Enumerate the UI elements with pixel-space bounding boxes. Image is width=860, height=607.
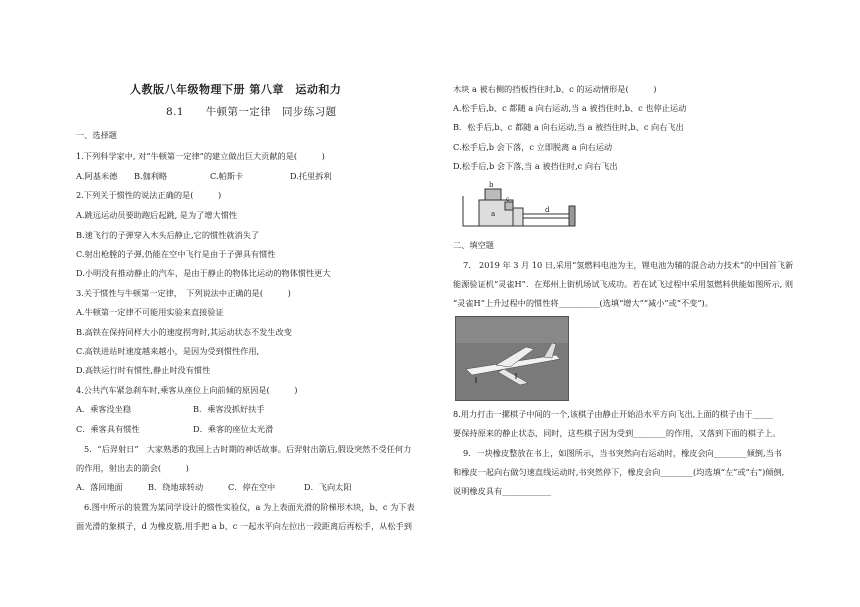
section-heading-fill: 二、填空题 [453,240,494,250]
q3-option-c: C.高铁进站时速度越来越小，是因为受到惯性作用, [76,346,260,356]
question-6-line1: 6.图中所示的装置为某同学设计的惯性实验仪，a 为上表面光滑的阶梯形木块，b、c 为下表 [84,502,415,512]
q5-option-c: C．停在空中 [228,482,276,492]
question-8-line2: 要保持原来的静止状态，同时，这些棋子因为受到________的作用，又落到下面的棋子上。 [453,428,781,438]
baffle [569,206,575,226]
q4-option-b: B．乘客没抓好扶手 [193,404,265,414]
question-3: 3.关于惯性与牛顿第一定律， 下列说法中正确的是( ) [76,288,291,298]
question-7-line3: “灵雀H”上升过程中的惯性将__________(选填“增大”“减小”或“不变”)。 [453,298,713,308]
q3-option-a: A.牛顿第一定律不可能用实验来直接验证 [76,307,224,317]
question-6-continued: 木块 a 被右侧的挡板挡住时,b、c 的运动情形是( ) [453,84,657,94]
q2-option-b: B.速飞行的子弹穿入木头后静止,它的惯性就消失了 [76,230,260,240]
q6-option-c: C.松手后,b 会下落，c 立即脱离 a 向右运动 [453,142,613,152]
piece-b [485,189,501,200]
question-7-line1: 7. 2019 年 3 月 10 日,采用“氢燃料电池为主，锂电池为辅的混合动力技术”的中国首飞新 [463,260,794,270]
q4-option-d: D．乘客的座位太光滑 [193,424,274,434]
q6-option-a: A.松手后,b、c 都随 a 向右运动,当 a 被挡住时,b、c 也停止运动 [453,103,687,113]
question-8-line1: 8.用力打击一摞棋子中间的一个,该棋子由静止开始沿水平方向飞出,上面的棋子由于_____ [453,409,774,419]
label-c: c [506,196,510,203]
q1-option-a: A.阿基米德 [76,171,118,181]
q5-option-b: B．绕地球转动 [148,482,204,492]
label-d: d [545,206,550,214]
inertia-apparatus-figure [461,178,587,232]
label-a: a [491,210,496,218]
question-7-line2: 能源验证机“灵雀H”．在郑州上街机场试飞成功。若在试飞过程中采用氢燃料供能如图所示, 则 [453,279,794,289]
q4-option-a: A．乘客没坐稳 [76,404,132,414]
page-subtitle: 8.1 牛顿第一定律 同步练习题 [166,106,337,118]
q1-option-c: C.帕斯卡 [210,171,244,181]
section-heading-choice: 一、选择题 [76,130,117,140]
label-b: b [489,181,494,189]
question-6-line2: 面光滑的象棋子，d 为橡皮筋,用手把 a b、c 一起水平向左拉出一段距离后再松手，从松手到 [76,521,412,531]
question-2: 2.下列关于惯性的说法正确的是( ) [76,190,222,200]
q1-option-d: D.托里拆利 [290,171,332,181]
q5-option-a: A．落回地面 [76,482,123,492]
q5-option-d: D．飞向太阳 [304,482,352,492]
q1-option-b: B.伽利略 [134,171,168,181]
q6-option-b: B．松手后,b、c 都随 a 向右运动,当 a 被挡住时,b、c 向右飞出 [453,122,684,132]
question-4: 4.公共汽车紧急刹车时,乘客从座位上向前倾的原因是( ) [76,385,298,395]
piece-c [505,202,513,210]
q6-option-d: D.松手后,b 会下落,当 a 被挡住时,c 向右飞出 [453,161,618,171]
question-9-line3: 说明橡皮具有____________ [453,486,552,496]
question-9-line2: 和橡皮一起向右做匀速直线运动时,书突然停下，橡皮会向________(均选填“左”或“右”)倾倒, [453,467,785,477]
question-9-line1: 9．一块橡皮整放在书上，如图所示，当书突然向右运动时，橡皮会向________倾倒,当书 [463,448,782,458]
page-title: 人教版八年级物理下册 第八章 运动和力 [130,83,342,96]
q4-option-c: C．乘客具有惯性 [76,424,140,434]
q3-option-d: D.高铁运行时有惯性,静止时没有惯性 [76,365,211,375]
block-step [513,208,523,226]
question-5-line2: 的作用，射出去的箭会( ) [76,463,189,473]
q2-option-d: D.小明没有推动静止的汽车，是由于静止的物体比运动的物体惯性更大 [76,268,331,278]
question-5-line1: 5．“后羿射日” 大家熟悉的我国上古时期的神话故事。后羿射出箭后,假设突然不受任何力 [84,444,412,454]
airplane-icon [456,317,568,400]
q2-option-c: C.射出枪膛的子弹,仍能在空中飞行是由于子弹具有惯性 [76,249,276,259]
question-1: 1.下列科学家中, 对“牛顿第一定律”的建立做出巨大贡献的是( ) [76,151,325,161]
q3-option-b: B.高铁在保持同样大小的速度拐弯时,其运动状态不发生改变 [76,327,292,337]
aircraft-photo [455,316,569,401]
q2-option-a: A.跳远运动员要助跑后起跳, 是为了增大惯性 [76,210,238,220]
